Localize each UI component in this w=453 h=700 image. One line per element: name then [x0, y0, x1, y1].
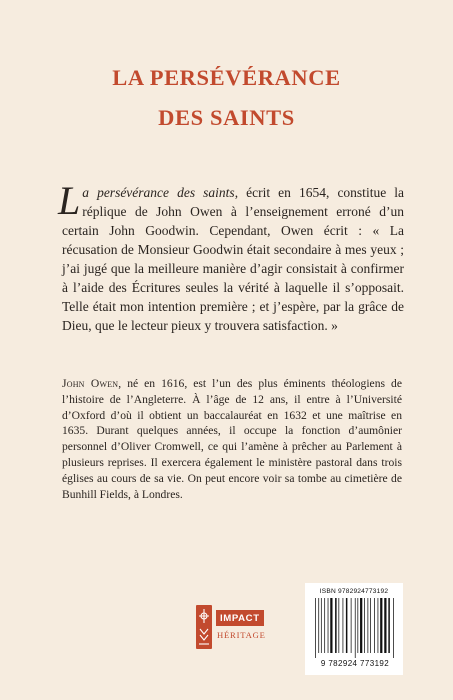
barcode-bar	[370, 598, 371, 653]
barcode-bar	[324, 598, 325, 653]
barcode-bar	[378, 598, 379, 653]
synopsis-paragraph	[58, 178, 404, 335]
barcode-bar	[346, 598, 348, 653]
drop-cap: L	[58, 178, 81, 223]
barcode-bar	[357, 598, 358, 653]
title-line-2: DES SAINTS	[158, 105, 295, 130]
author-bio	[62, 376, 402, 502]
title-line-1: LA PERSÉVÉRANCE	[112, 65, 341, 90]
publisher-name: IMPACT	[216, 610, 264, 626]
barcode-bars	[314, 598, 396, 658]
barcode-bar	[315, 598, 316, 658]
synopsis-title-italic: a persévérance des saints	[82, 185, 235, 200]
barcode-bar	[374, 598, 375, 653]
barcode-bar	[330, 598, 332, 653]
barcode-bar	[355, 598, 356, 658]
isbn-label: ISBN 9782924773192	[319, 588, 389, 595]
publisher-logo	[196, 605, 266, 657]
barcode-bar	[328, 598, 329, 653]
author-name: John Owen	[62, 377, 119, 390]
bio-text: , né en 1616, est l’un des plus éminents théologiens de l’histoire de l’Angleterre. À l’âge de 12 ans, il entre à l’Université d’Oxford d’où il obtient un baccalauréat en 1632 et une maîtrise en 1635. Durant quelques années, il occupe la fonction d’aumônier personnel d’Oliver Cromwell, ce qui l’amène à prêcher au Parlement à plusieurs reprises. Il exercera également le ministère pastoral dans trois églises au cours de sa vie. On peut encore voir sa tombe au cimetière de Bunhill Fields, à Londres.	[62, 377, 402, 501]
barcode-bar	[368, 598, 369, 653]
book-title	[0, 58, 453, 138]
barcode-bar	[351, 598, 352, 653]
barcode-bar	[364, 598, 365, 653]
barcode-bar	[318, 598, 319, 653]
barcode-bar	[384, 598, 386, 653]
barcode-bar	[360, 598, 362, 653]
barcode-bar	[388, 598, 390, 653]
barcode-bar	[335, 598, 337, 653]
barcode-bar	[393, 598, 394, 658]
publisher-emblem-icon	[196, 605, 212, 649]
isbn-barcode	[305, 583, 403, 675]
barcode-bar	[343, 598, 344, 653]
barcode-bar	[380, 598, 382, 653]
barcode-digits: 9 782924 773192	[320, 659, 390, 668]
barcode-bar	[321, 598, 322, 653]
publisher-subname: HÉRITAGE	[217, 630, 266, 640]
barcode-bar	[338, 598, 339, 653]
synopsis-text: , écrit en 1654, constitue la réplique de John Owen à l’enseignement erroné d’un certain John Goodwin. Cependant, Owen écrit : « La récusation de Monsieur Goodwin était secondaire à mes yeux ; j’ai jugé que la meilleure manière d’agir consistait à confirmer à l’aide des Écritures seules la vérité à laquelle il s’opposait. Telle était mon intention première ; et j’espère, par la grâce de Dieu, que le lecteur pieux y trouvera satisfaction. »	[62, 185, 404, 333]
